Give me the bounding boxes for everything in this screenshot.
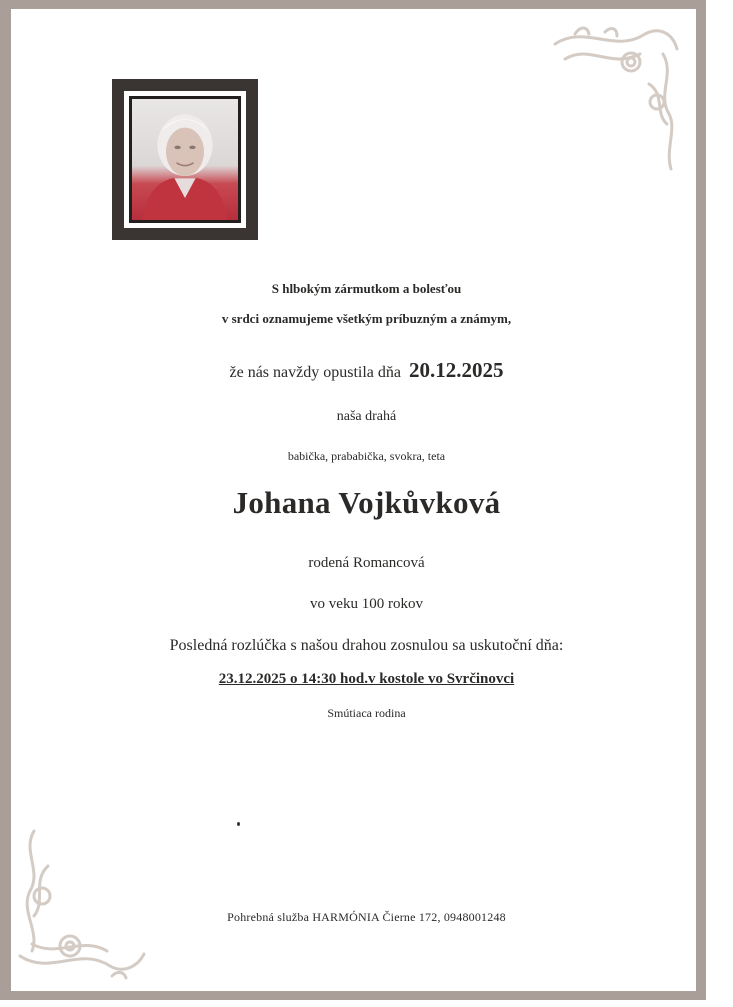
funeral-service-contact: Pohrebná služba HARMÓNIA Čierne 172, 0948001248 (227, 910, 506, 924)
print-speck (237, 822, 240, 826)
age-line: vo veku 100 rokov (310, 596, 423, 612)
portrait-figure (132, 99, 238, 220)
portrait-border (129, 96, 241, 223)
farewell-details: 23.12.2025 o 14:30 hod.v kostole vo Svrčinovci (218, 671, 515, 687)
opening-line-1: S hlbokým zármutkom a bolesťou (271, 281, 462, 296)
departure-line (0, 358, 733, 383)
signature: Smútiaca rodina (327, 706, 406, 720)
deceased-name: Johana Vojkůvková (232, 485, 501, 520)
portrait-frame (112, 79, 258, 240)
portrait-mat (124, 91, 246, 228)
death-date: 20.12.2025 (409, 358, 504, 382)
dear-line: naša drahá (336, 409, 397, 424)
maiden-name: rodená Romancová (308, 555, 425, 571)
opening-line-2: v srdci oznamujeme všetkým príbuzným a známym, (221, 311, 512, 326)
relations-line: babička, prababička, svokra, teta (287, 449, 446, 463)
floral-ornament-bottom-left (12, 826, 152, 986)
portrait-photo (132, 99, 238, 220)
departure-prefix: že nás navždy opustila dňa (229, 364, 401, 381)
farewell-intro: Posledná rozlúčka s našou drahou zosnulou sa uskutoční dňa: (169, 637, 564, 654)
floral-ornament-top-right (545, 14, 685, 174)
